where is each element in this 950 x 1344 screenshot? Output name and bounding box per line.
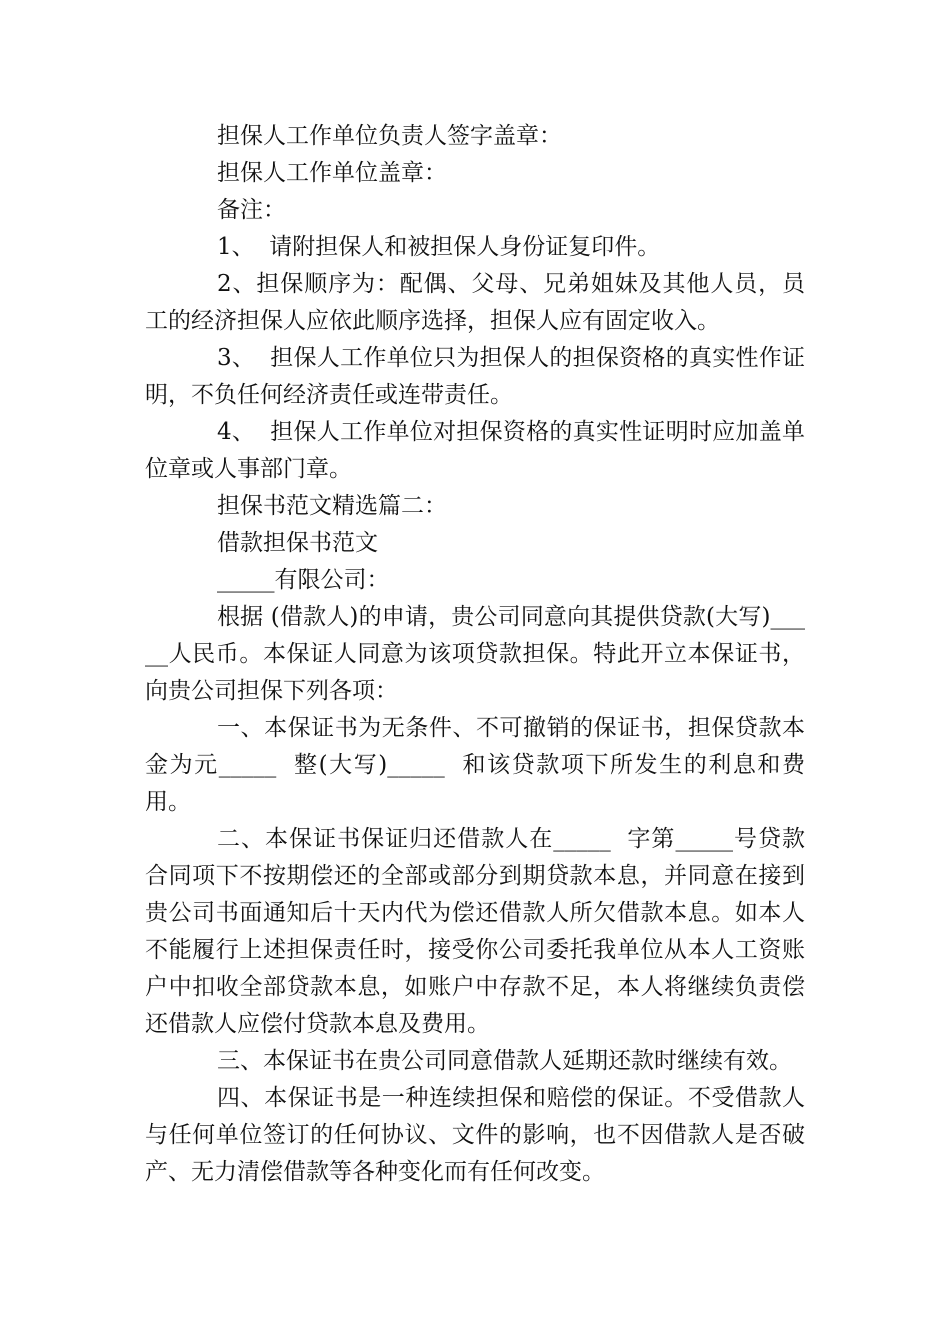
clause-2: 二、本保证书保证归还借款人在_____ 字第_____号贷款合同项下不按期偿还的全部或部分到期贷款本息，并同意在接到贵公司书面通知后十天内代为偿还借款人所欠借款本息。如本人不能履行上述担保责任时，接受你公司委托我单位从本人工资账户中扣收全部贷款本息，如账户中存款不足，本人将继续负责偿还借款人应偿付贷款本息及费用。 <box>145 826 805 1037</box>
remarks-heading: 备注： <box>217 197 286 223</box>
clause-4: 四、本保证书是一种连续担保和赔偿的保证。不受借款人与任何单位签订的任何协议、文件的影响，也不因借款人是否破产、无力清偿借款等各种变化而有任何改变。 <box>145 1085 805 1185</box>
letter-title: 借款担保书范文 <box>217 530 378 556</box>
addressee-line: _____有限公司： <box>217 567 390 593</box>
remark-item-1: 1、 请附担保人和被担保人身份证复印件。 <box>217 234 661 260</box>
intro-paragraph: 根据 (借款人)的申请，贵公司同意向其提供贷款(大写)_____人民币。本保证人同意为该项贷款担保。特此开立本保证书，向贵公司担保下列各项： <box>145 604 805 704</box>
guarantor-employer-seal-line: 担保人工作单位盖章： <box>217 160 447 186</box>
clause-3: 三、本保证书在贵公司同意借款人延期还款时继续有效。 <box>217 1048 792 1074</box>
section-title: 担保书范文精选篇二： <box>217 493 447 519</box>
remark-item-2: 2、担保顺序为：配偶、父母、兄弟姐妹及其他人员，员工的经济担保人应依此顺序选择，担保人应有固定收入。 <box>145 271 805 334</box>
document-body <box>145 118 805 1191</box>
remark-item-4: 4、 担保人工作单位对担保资格的真实性证明时应加盖单位章或人事部门章。 <box>145 419 805 482</box>
remark-item-3: 3、 担保人工作单位只为担保人的担保资格的真实性作证明，不负任何经济责任或连带责任。 <box>145 345 805 408</box>
clause-1: 一、本保证书为无条件、不可撤销的保证书，担保贷款本金为元_____ 整(大写)_____ 和该贷款项下所发生的利息和费用。 <box>145 715 805 815</box>
guarantor-employer-leader-signature-line: 担保人工作单位负责人签字盖章： <box>217 123 562 149</box>
